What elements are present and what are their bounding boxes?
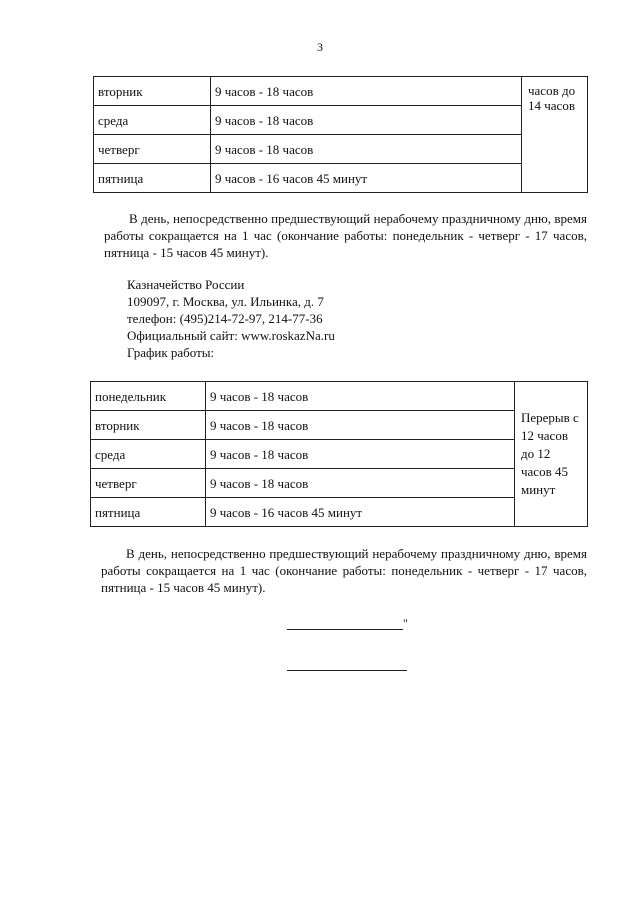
hours-cell: 9 часов - 16 часов 45 минут — [211, 164, 522, 193]
table-row — [94, 164, 588, 193]
hours-cell: 9 часов - 16 часов 45 минут — [206, 498, 515, 527]
street-address: 109097, г. Москва, ул. Ильинка, д. 7 — [127, 294, 324, 309]
table-row — [94, 135, 588, 164]
day-cell: среда — [91, 440, 206, 469]
table-row — [91, 498, 588, 527]
hours-cell: 9 часов - 18 часов — [206, 382, 515, 411]
treasury-address-block — [127, 276, 547, 361]
schedule-label: График работы: — [127, 345, 215, 360]
day-cell: четверг — [91, 469, 206, 498]
schedule-table-1 — [93, 76, 588, 193]
day-cell: понедельник — [91, 382, 206, 411]
page-number: 3 — [317, 40, 323, 54]
day-cell: вторник — [94, 77, 211, 106]
day-cell: вторник — [91, 411, 206, 440]
hours-cell: 9 часов - 18 часов — [211, 77, 522, 106]
closing-quote: " — [403, 616, 408, 630]
hours-cell: 9 часов - 18 часов — [211, 106, 522, 135]
note-cell: Перерыв с 12 часов до 12 часов 45 минут — [515, 382, 588, 527]
day-cell: среда — [94, 106, 211, 135]
day-cell: четверг — [94, 135, 211, 164]
day-cell: пятница — [91, 498, 206, 527]
note-cell: часов до 14 часов — [522, 77, 588, 193]
table-row — [91, 411, 588, 440]
table-row — [94, 77, 588, 106]
website-line: Официальный сайт: www.roskazNa.ru — [127, 328, 335, 343]
table-row — [91, 469, 588, 498]
holiday-paragraph-2: В день, непосредственно предшествующий нерабочему праздничному дню, время работы сокращается на 1 час (окончание работы: понедельник - четверг - 17 часов, пятница - 15 часов 45 минут). — [101, 546, 587, 595]
day-cell: пятница — [94, 164, 211, 193]
holiday-paragraph-1: В день, непосредственно предшествующий нерабочему праздничному дню, время работы сокращается на 1 час (окончание работы: понедельник - четверг - 17 часов, пятница - 15 часов 45 минут). — [104, 211, 587, 260]
closing-rule-1 — [287, 629, 403, 630]
closing-rule-2 — [287, 670, 407, 671]
table-row — [91, 440, 588, 469]
hours-cell: 9 часов - 18 часов — [211, 135, 522, 164]
phone-line: телефон: (495)214-72-97, 214-77-36 — [127, 311, 323, 326]
schedule-table-2 — [90, 381, 588, 527]
hours-cell: 9 часов - 18 часов — [206, 440, 515, 469]
org-name: Казначейство России — [127, 277, 245, 292]
hours-cell: 9 часов - 18 часов — [206, 469, 515, 498]
table-row — [91, 382, 588, 411]
table-row — [94, 106, 588, 135]
hours-cell: 9 часов - 18 часов — [206, 411, 515, 440]
